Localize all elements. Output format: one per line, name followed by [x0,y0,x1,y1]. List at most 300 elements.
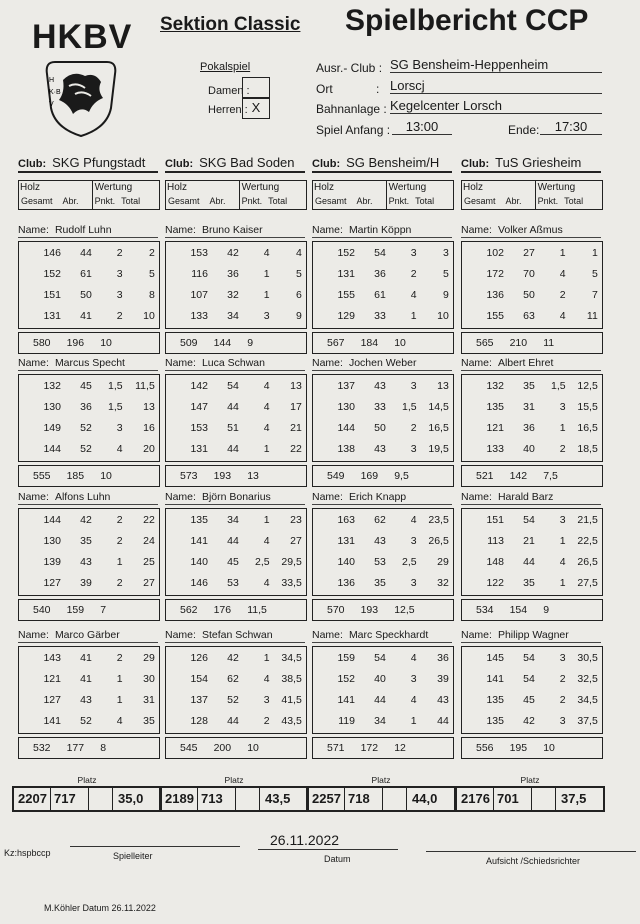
game-cell: 62 [227,673,239,685]
game-cell: 4 [559,556,566,568]
total-cell: 9 [543,604,550,616]
final-divider [382,788,383,810]
game-cell: 21,5 [577,514,598,526]
total-label: Total [564,196,584,206]
final-cell: 2207 [18,791,47,806]
abr-label: Abr. [62,196,79,206]
final-divider [112,788,113,810]
game-cell: 43 [374,535,386,547]
game-cell: 4 [116,715,123,727]
game-cell: 2 [116,652,123,664]
player-score-box [461,646,603,734]
player-name-row [461,491,601,505]
player-name: Luca Schwan [201,357,265,369]
player-total-box [461,332,603,354]
player-total-box [165,332,307,354]
bahnanlage-value: Kegelcenter Lorsch [390,98,602,114]
game-cell: 2 [559,673,566,685]
total-cell: 200 [213,742,232,754]
total-cell: 177 [66,742,85,754]
game-cell: 147 [190,401,208,413]
player-name-row [312,224,452,238]
gesamt-label: Gesamt [464,196,496,206]
game-cell: 1 [559,422,566,434]
game-row [166,552,306,573]
game-cell: 43 [437,694,449,706]
game-cell: 25 [143,556,155,568]
game-cell: 128 [190,715,208,727]
final-cell: 718 [348,791,370,806]
game-cell: 13 [437,380,449,392]
game-cell: 172 [486,268,504,280]
game-cell: 43 [374,443,386,455]
game-cell: 149 [43,422,61,434]
total-cell: 10 [247,742,259,754]
name-label: Name: [461,629,492,641]
column-header-box [165,180,307,210]
game-cell: 52 [80,715,92,727]
game-cell: 133 [486,443,504,455]
total-cell: 184 [360,337,379,349]
pnkt-label: Pnkt. [241,196,263,206]
total-cell: 9,5 [394,470,409,482]
game-cell: 4 [263,535,270,547]
club-header [18,155,158,173]
game-cell: 36 [437,652,449,664]
club-final-total [159,786,309,812]
game-cell: 2 [559,289,566,301]
pnkt-label: Pnkt. [388,196,410,206]
game-cell: 23,5 [428,514,449,526]
gesamt-abr-label [168,196,226,206]
total-cell: 11 [543,337,555,349]
game-cell: 5 [295,268,302,280]
name-label: Name: [312,357,343,369]
datum-label: Datum [324,854,351,864]
player-score-box [165,241,307,329]
herren-checkbox[interactable]: X [242,97,270,119]
game-cell: 44 [437,715,449,727]
player-total-box [461,465,603,487]
game-cell: 36 [227,268,239,280]
name-label: Name: [165,629,196,641]
game-cell: 1 [559,247,566,259]
game-cell: 35 [523,577,535,589]
datum-line [258,849,398,850]
ort-value: Lorscj [390,78,602,94]
game-cell: 41,5 [281,694,302,706]
club-label: Club: [461,158,490,170]
game-cell: 50 [523,289,535,301]
wertung-label: Wertung [241,182,280,193]
game-cell: 3 [410,443,417,455]
game-cell: 154 [190,673,208,685]
game-cell: 39 [437,673,449,685]
game-cell: 35 [80,535,92,547]
game-cell: 41 [80,673,92,685]
final-divider [259,788,260,810]
game-cell: 31 [523,401,535,413]
game-cell: 137 [190,694,208,706]
game-cell: 35 [374,577,386,589]
player-total-box [312,465,454,487]
game-cell: 1 [410,715,417,727]
game-cell: 3 [410,535,417,547]
player-total-box [165,737,307,759]
game-cell: 14,5 [428,401,449,413]
player-name: Martin Köppn [348,224,412,236]
game-cell: 3 [559,514,566,526]
holz-label: Holz [314,182,335,193]
game-row [462,439,602,460]
game-cell: 21 [290,422,302,434]
player-score-box [312,374,454,462]
final-divider [197,788,198,810]
player-score-box [165,508,307,596]
game-row [19,397,159,418]
game-cell: 148 [486,556,504,568]
final-divider [50,788,51,810]
club-label: Club: [312,158,341,170]
game-cell: 34,5 [577,694,598,706]
final-divider [406,788,407,810]
game-cell: 2 [410,268,417,280]
gesamt-abr-label [21,196,79,206]
game-row [166,418,306,439]
game-row [313,510,453,531]
game-row [462,243,602,264]
total-cell: 144 [213,337,232,349]
total-cell: 545 [180,742,198,754]
total-label: Total [415,196,435,206]
player-total-box [312,599,454,621]
game-cell: 50 [80,289,92,301]
total-cell: 573 [180,470,198,482]
game-cell: 1 [263,443,270,455]
total-cell: 185 [66,470,85,482]
game-cell: 52 [227,694,239,706]
herren-label: Herren : [208,104,248,116]
game-cell: 1 [263,289,270,301]
game-cell: 41 [80,310,92,322]
total-cell: 571 [327,742,345,754]
game-row [19,439,159,460]
game-cell: 50 [374,422,386,434]
spiel-anfang-value: 13:00 [392,119,452,135]
game-cell: 16 [143,422,155,434]
pnkt-label: Pnkt. [537,196,559,206]
game-cell: 107 [190,289,208,301]
game-row [313,243,453,264]
damen-checkbox[interactable] [242,77,270,99]
game-cell: 9 [295,310,302,322]
game-cell: 2 [116,577,123,589]
ende-label: Ende: [508,123,540,137]
game-cell: 62 [374,514,386,526]
name-label: Name: [461,357,492,369]
player-name-row [461,224,601,238]
game-cell: 33 [374,401,386,413]
game-cell: 151 [43,289,61,301]
column-header-box [461,180,603,210]
final-cell: 2257 [312,791,341,806]
ort-colon: : [376,82,380,96]
total-cell: 570 [327,604,345,616]
game-row [19,418,159,439]
game-cell: 135 [486,401,504,413]
player-total-box [165,465,307,487]
abr-label: Abr. [505,196,522,206]
holz-label: Holz [463,182,484,193]
game-cell: 4 [263,577,270,589]
game-cell: 35 [523,380,535,392]
game-cell: 4 [263,422,270,434]
total-cell: 555 [33,470,51,482]
game-cell: 23 [290,514,302,526]
game-cell: 131 [337,535,355,547]
player-score-box [18,508,160,596]
player-name-row [18,491,158,505]
game-cell: 1 [116,694,123,706]
final-cell: 2176 [461,791,490,806]
total-cell: 549 [327,470,345,482]
total-cell: 176 [213,604,232,616]
total-cell: 169 [360,470,379,482]
game-cell: 131 [43,310,61,322]
report-date: 26.11.2022 [270,832,340,848]
game-cell: 4 [263,401,270,413]
game-cell: 5 [148,268,155,280]
game-row [462,418,602,439]
final-cell: 35,0 [118,791,144,806]
game-cell: 127 [43,577,61,589]
game-cell: 130 [337,401,355,413]
spielleiter-line [70,846,240,847]
player-total-box [312,332,454,354]
player-score-box [165,374,307,462]
total-cell: 9 [247,337,254,349]
name-label: Name: [461,491,492,503]
game-cell: 141 [486,673,504,685]
game-cell: 1 [591,247,598,259]
game-cell: 24 [143,535,155,547]
name-label: Name: [18,357,49,369]
game-cell: 29,5 [281,556,302,568]
game-cell: 1 [559,535,566,547]
game-row [313,573,453,594]
game-cell: 16,5 [577,422,598,434]
pokalspiel-label: Pokalspiel [200,61,251,73]
game-cell: 32,5 [577,673,598,685]
player-score-box [461,508,603,596]
game-cell: 43 [374,380,386,392]
game-cell: 141 [43,715,61,727]
total-cell: 193 [213,470,232,482]
game-row [313,439,453,460]
game-cell: 143 [43,652,61,664]
game-cell: 132 [43,380,61,392]
game-cell: 4 [559,268,566,280]
game-cell: 1,5 [107,380,123,392]
game-row [462,306,602,327]
game-cell: 155 [486,310,504,322]
ausr-club-value: SG Bensheim-Heppenheim [390,57,602,73]
player-score-box [461,241,603,329]
game-cell: 45 [227,556,239,568]
game-cell: 44 [227,715,239,727]
player-name: Björn Bonarius [201,491,271,503]
game-cell: 10 [143,310,155,322]
game-cell: 131 [190,443,208,455]
final-cell: 2189 [165,791,194,806]
final-cell: 43,5 [265,791,291,806]
total-cell: 556 [476,742,494,754]
game-cell: 42 [227,652,239,664]
game-cell: 70 [523,268,535,280]
game-cell: 3 [263,310,270,322]
game-cell: 127 [43,694,61,706]
game-cell: 27 [290,535,302,547]
final-cell: 37,5 [561,791,587,806]
game-row [166,510,306,531]
player-score-box [165,646,307,734]
game-cell: 13 [143,401,155,413]
game-cell: 129 [337,310,355,322]
abr-label: Abr. [356,196,373,206]
game-cell: 13 [290,380,302,392]
game-cell: 1 [263,514,270,526]
game-row [313,531,453,552]
game-cell: 4 [410,694,417,706]
player-score-box [18,241,160,329]
player-name: Harald Barz [497,491,554,503]
game-row [462,573,602,594]
wertung-label: Wertung [94,182,133,193]
game-cell: 152 [43,268,61,280]
game-cell: 135 [486,715,504,727]
player-score-box [312,646,454,734]
club-name: TuS Griesheim [495,155,582,170]
player-name: Stefan Schwan [201,629,273,641]
gesamt-abr-label [464,196,522,206]
game-cell: 155 [337,289,355,301]
spiel-anfang-label: Spiel Anfang : [316,123,391,137]
game-cell: 3 [559,401,566,413]
svg-text:H: H [49,77,55,84]
player-total-box [165,599,307,621]
game-cell: 136 [337,577,355,589]
total-cell: 540 [33,604,51,616]
game-cell: 4 [559,310,566,322]
org-title: HKBV [32,18,133,56]
game-cell: 1 [410,310,417,322]
game-row [166,243,306,264]
club-header [312,155,452,173]
header-divider [386,181,387,209]
player-total-box [312,737,454,759]
game-cell: 34,5 [281,652,302,664]
game-row [166,711,306,732]
game-cell: 32 [437,577,449,589]
game-cell: 54 [374,247,386,259]
player-total-box [18,737,160,759]
game-cell: 144 [43,514,61,526]
game-cell: 33,5 [281,577,302,589]
game-cell: 45 [80,380,92,392]
platz-label: Platz [224,775,244,785]
game-cell: 26,5 [428,535,449,547]
game-row [166,285,306,306]
game-cell: 29 [143,652,155,664]
game-cell: 32 [227,289,239,301]
game-cell: 2,5 [254,556,270,568]
game-cell: 34 [227,310,239,322]
player-name-row [461,629,601,643]
game-cell: 54 [374,652,386,664]
game-cell: 8 [148,289,155,301]
game-cell: 40 [523,443,535,455]
report-title: Spielbericht CCP [345,4,589,37]
game-cell: 152 [337,673,355,685]
game-row [313,285,453,306]
game-cell: 42 [227,247,239,259]
game-row [313,264,453,285]
game-cell: 2 [116,514,123,526]
game-cell: 132 [486,380,504,392]
spielleiter-label: Spielleiter [113,851,153,861]
game-row [313,418,453,439]
game-cell: 2 [559,694,566,706]
game-cell: 51 [227,422,239,434]
game-cell: 17 [290,401,302,413]
game-row [19,531,159,552]
club-name: SKG Bad Soden [199,155,295,170]
player-name-row [461,357,601,371]
game-cell: 1 [116,673,123,685]
game-cell: 4 [263,380,270,392]
player-name: Marcus Specht [54,357,125,369]
game-cell: 3 [263,694,270,706]
total-cell: 521 [476,470,494,482]
game-cell: 22,5 [577,535,598,547]
final-divider [493,788,494,810]
game-cell: 2 [148,247,155,259]
game-cell: 42 [523,715,535,727]
game-cell: 52 [80,443,92,455]
game-row [462,711,602,732]
game-cell: 53 [227,577,239,589]
game-cell: 21 [523,535,535,547]
player-name-row [165,629,305,643]
total-cell: 13 [247,470,259,482]
club-header [461,155,601,173]
gesamt-label: Gesamt [315,196,347,206]
game-cell: 52 [80,422,92,434]
player-score-box [312,508,454,596]
final-cell: 44,0 [412,791,438,806]
game-cell: 18,5 [577,443,598,455]
player-total-box [18,599,160,621]
player-total-box [461,599,603,621]
player-name-row [18,224,158,238]
game-cell: 113 [487,535,504,547]
game-cell: 119 [338,715,355,727]
game-row [19,573,159,594]
ende-value: 17:30 [540,119,602,135]
final-divider [531,788,532,810]
game-row [313,376,453,397]
game-cell: 10 [437,310,449,322]
